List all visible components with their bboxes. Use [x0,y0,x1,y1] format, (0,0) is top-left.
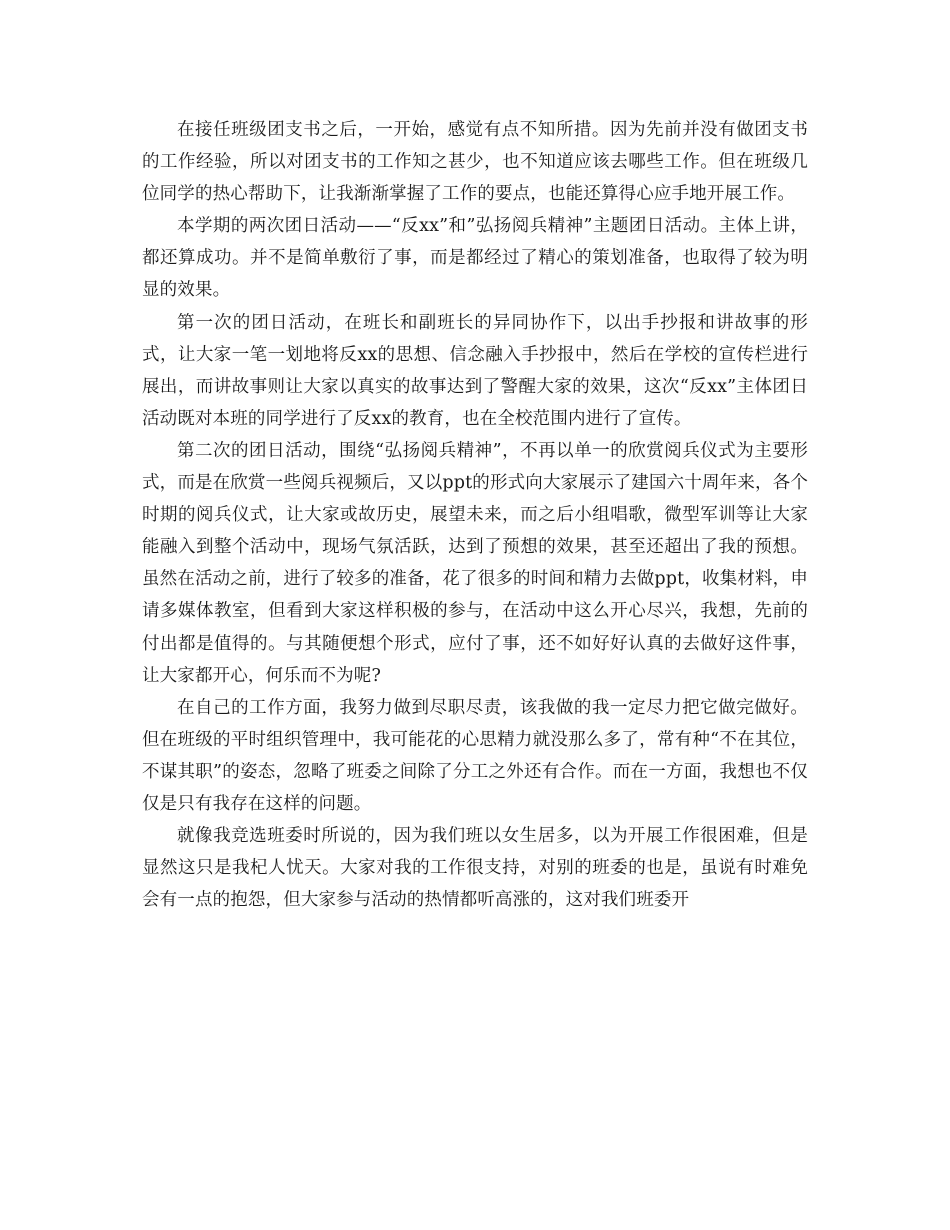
paragraph-6: 就像我竞选班委时所说的，因为我们班以女生居多，以为开展工作很困难，但是显然这只是我杞人忧天。大家对我的工作很支持，对别的班委的也是，虽说有时难免会有一点的抱怨，但大家参与活动的热情都听高涨的，这对我们班委开 [142,826,808,911]
paragraph-3: 第一次的团日活动，在班长和副班长的异同协作下，以出手抄报和讲故事的形式，让大家一笔一划地将反xx的思想、信念融入手抄报中，然后在学校的宣传栏进行展出，而讲故事则让大家以真实的故事达到了警醒大家的效果，这次“反xx”主体团日活动既对本班的同学进行了反xx的教育，也在全校范围内进行了宣传。 [142,312,808,429]
paragraph-4: 第二次的团日活动，围绕“弘扬阅兵精神”，不再以单一的欣赏阅兵仪式为主要形式，而是在欣赏一些阅兵视频后，又以ppt的形式向大家展示了建国六十周年来，各个时期的阅兵仪式，让大家或故历史，展望未来，而之后小组唱歌，微型军训等让大家能融入到整个活动中，现场气氛活跃，达到了预想的效果，甚至还超出了我的预想。虽然在活动之前，进行了较多的准备，花了很多的时间和精力去做ppt，收集材料，申请多媒体教室，但看到大家这样积极的参与，在活动中这么开心尽兴，我想，先前的付出都是值得的。与其随便想个形式，应付了事，还不如好好认真的去做好这件事，让大家都开心，何乐而不为呢? [142,440,808,686]
paragraph-1: 在接任班级团支书之后，一开始，感觉有点不知所措。因为先前并没有做团支书的工作经验，所以对团支书的工作知之甚少，也不知道应该去哪些工作。但在班级几位同学的热心帮助下，让我渐渐掌握了工作的要点，也能还算得心应手地开展工作。 [142,120,808,205]
paragraph-2: 本学期的两次团日活动——“反xx”和”弘扬阅兵精神”主题团日活动。主体上讲，都还算成功。并不是简单敷衍了事，而是都经过了精心的策划准备，也取得了较为明显的效果。 [142,216,808,301]
paragraph-5: 在自己的工作方面，我努力做到尽职尽责，该我做的我一定尽力把它做完做好。但在班级的平时组织管理中，我可能花的心思精力就没那么多了，常有种“不在其位，不谋其职”的姿态，忽略了班委之间除了分工之外还有合作。而在一方面，我想也不仅仅是只有我存在这样的问题。 [142,697,808,814]
